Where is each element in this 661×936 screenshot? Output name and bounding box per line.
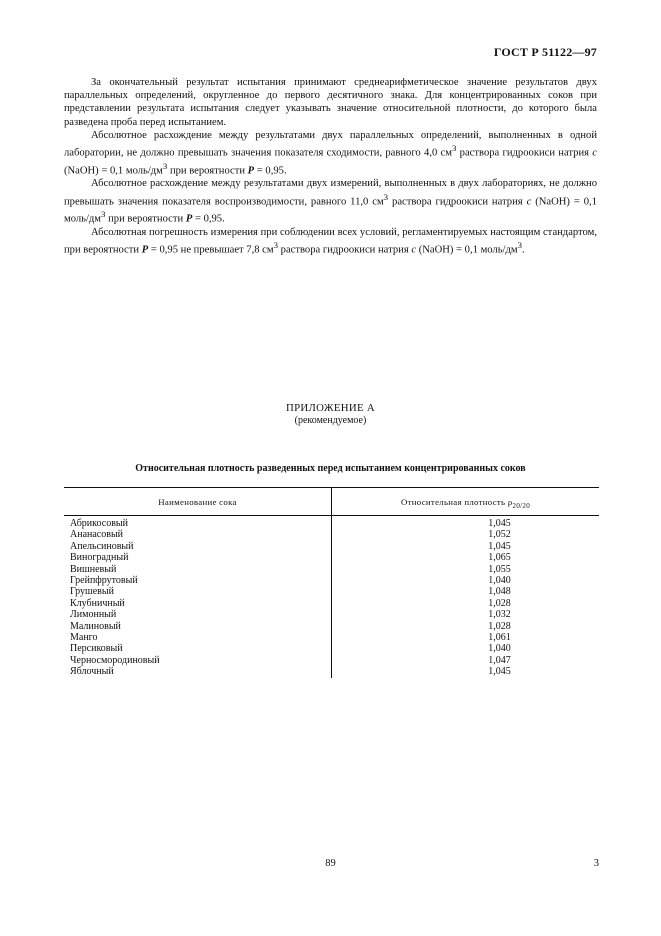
juice-name: Малиновый <box>70 620 121 632</box>
juice-name: Абрикосовый <box>70 518 128 529</box>
density-value: 1,028 <box>488 597 511 609</box>
juice-name: Яблочный <box>70 666 114 678</box>
table-row <box>64 632 599 643</box>
body-text <box>64 76 597 257</box>
juice-name: Лимонный <box>70 609 117 621</box>
density-value: 1,048 <box>488 586 511 598</box>
paragraph-repeatability: Абсолютное расхождение между результатами двух параллельных определений, выполненных в одной лаборатории, не должно превышать значения показателя сходимости, равного 4,0 $см^3$ раствора гидроокиси натрия c (NaOH) = 0,1 моль/$дм^3$ при вероятности P = 0,95. <box>64 129 597 177</box>
paragraph-reproducibility: Абсолютное расхождение между результатами двух измерений, выполненных в двух лабораториях, не должно превышать значения показателя воспроизводимости, равного 11,0 $см^3$ раствора гидроокиси натрия c (NaOH) = 0,1 моль/$дм^3$ при вероятности P = 0,95. <box>64 178 597 225</box>
density-value: 1,045 <box>488 518 511 529</box>
paragraph-error: Абсолютная погрешность измерения при соблюдении всех условий, регламентируемых настоящим стандартом, при вероятности P = 0,95 не превышает 7,8 $см^3$ раствора гидроокиси натрия c (NaOH) = 0,1 моль/$дм^3$. <box>64 227 597 256</box>
sheet-number: 3 <box>593 858 599 869</box>
density-value: 1,061 <box>488 631 511 643</box>
density-value: 1,047 <box>488 654 511 666</box>
column-header-density: Относительная плотность $\rho_{20/20}$ <box>401 497 530 510</box>
appendix-subtitle: (рекомендуемое) <box>294 415 367 426</box>
table-row <box>64 564 599 575</box>
table-row <box>64 609 599 620</box>
table-row <box>64 621 599 632</box>
table-row <box>64 655 599 666</box>
density-value: 1,052 <box>488 529 511 541</box>
table-row <box>64 643 599 654</box>
table-row <box>64 575 599 586</box>
juice-name: Вишневый <box>70 563 117 575</box>
density-value: 1,045 <box>488 666 511 678</box>
page-number: 89 <box>325 858 336 869</box>
juice-name: Черносмородиновый <box>70 654 160 666</box>
table-row <box>64 598 599 609</box>
juice-name: Клубничный <box>70 597 125 609</box>
table-row <box>64 518 599 529</box>
density-value: 1,055 <box>488 563 511 575</box>
juice-name: Манго <box>70 631 98 643</box>
table-row <box>64 666 599 677</box>
table-row <box>64 541 599 552</box>
juice-name: Грейпфрутовый <box>70 574 138 586</box>
table-row <box>64 529 599 540</box>
juice-name: Персиковый <box>70 643 123 655</box>
juice-name: Виноградный <box>70 552 129 564</box>
density-value: 1,040 <box>488 643 511 655</box>
column-header-name: Наименование сока <box>158 497 237 507</box>
standard-header: ГОСТ Р 51122—97 <box>493 45 597 59</box>
density-value: 1,028 <box>488 620 511 632</box>
juice-name: Грушевый <box>70 586 114 598</box>
table-row <box>64 552 599 563</box>
density-value: 1,045 <box>488 540 511 552</box>
table-caption: Относительная плотность разведенных перед испытанием концентрированных соков <box>135 463 526 474</box>
density-value: 1,032 <box>488 609 511 621</box>
table-body <box>64 518 599 677</box>
juice-name: Ананасовый <box>70 529 124 541</box>
juice-name: Апельсиновый <box>70 540 134 552</box>
appendix-title: ПРИЛОЖЕНИЕ А <box>285 402 375 414</box>
density-value: 1,040 <box>488 574 511 586</box>
paragraph-final-result: За окончательный результат испытания принимают среднеарифметическое значение результатов двух параллельных определений, округленное до первого десятичного знака. Для концентрированных соков при представлении результата испытания следует указывать значение относительной плотности, до которого была разведена проба перед испытанием. <box>64 77 597 128</box>
table-row <box>64 586 599 597</box>
density-value: 1,065 <box>488 552 511 564</box>
